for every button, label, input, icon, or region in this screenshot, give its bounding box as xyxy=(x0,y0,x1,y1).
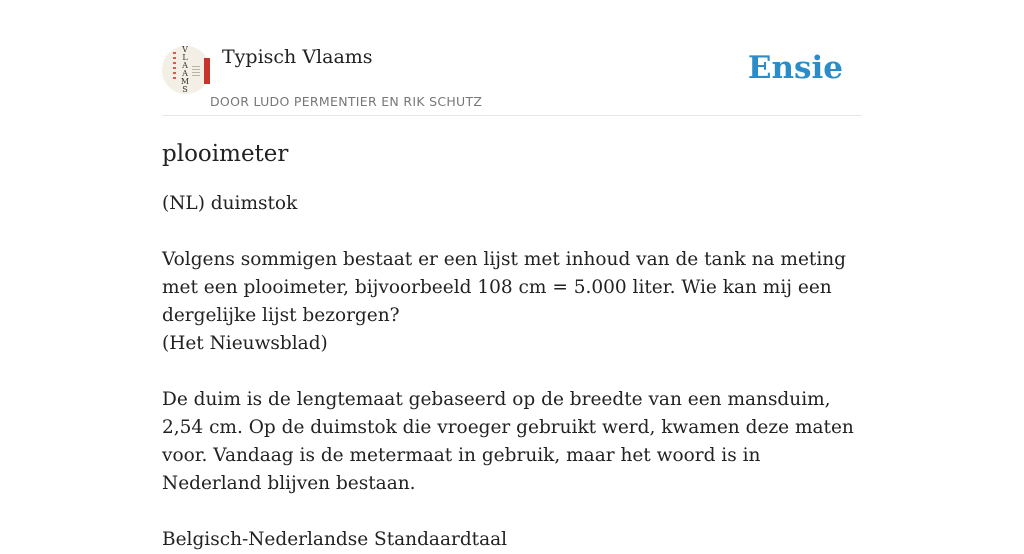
entry-headword: plooimeter xyxy=(162,141,289,167)
cover-letter: L xyxy=(182,53,188,62)
book-cover-image[interactable] xyxy=(162,46,210,94)
ensie-logo-link[interactable]: Ensie xyxy=(747,50,843,86)
entry-category: Belgisch-Nederlandse Standaardtaal xyxy=(162,529,508,550)
entry-definition xyxy=(162,190,862,554)
book-authors: DOOR LUDO PERMENTIER EN RIK SCHUTZ xyxy=(210,94,483,109)
cover-letter: V xyxy=(182,45,188,54)
entry-synonym: (NL) duimstok xyxy=(162,193,298,214)
entry-explanation: De duim is de lengtemaat gebaseerd op de breedte van een mansduim, 2,54 cm. Op de duimstok die vroeger gebruikt werd, kwamen deze maten voor. Vandaag is de metermaat in gebruik, maar het woord is in Nederland blijven bestaan. xyxy=(162,389,854,494)
paragraph-gap xyxy=(162,358,862,386)
entry-content xyxy=(162,138,862,554)
paragraph-gap xyxy=(162,498,862,526)
book-title-link[interactable]: Typisch Vlaams xyxy=(222,46,373,68)
cover-small-print xyxy=(192,66,200,76)
cover-red-accent xyxy=(204,58,210,84)
entry-quote: Volgens sommigen bestaat er een lijst met inhoud van de tank na meting met een plooimeter, bijvoorbeeld 108 cm = 5.000 liter. Wie kan mij een dergelijke lijst bezorgen? xyxy=(162,249,847,326)
page-header xyxy=(162,40,862,116)
paragraph-gap xyxy=(162,218,862,246)
cover-letter: A xyxy=(182,69,188,78)
cover-letter: S xyxy=(182,85,188,94)
cover-letter: M xyxy=(180,77,190,86)
entry-quote-source: (Het Nieuwsblad) xyxy=(162,333,328,354)
cover-title-letters xyxy=(180,46,190,94)
cover-side-text xyxy=(173,52,176,82)
cover-letter: A xyxy=(182,61,188,70)
